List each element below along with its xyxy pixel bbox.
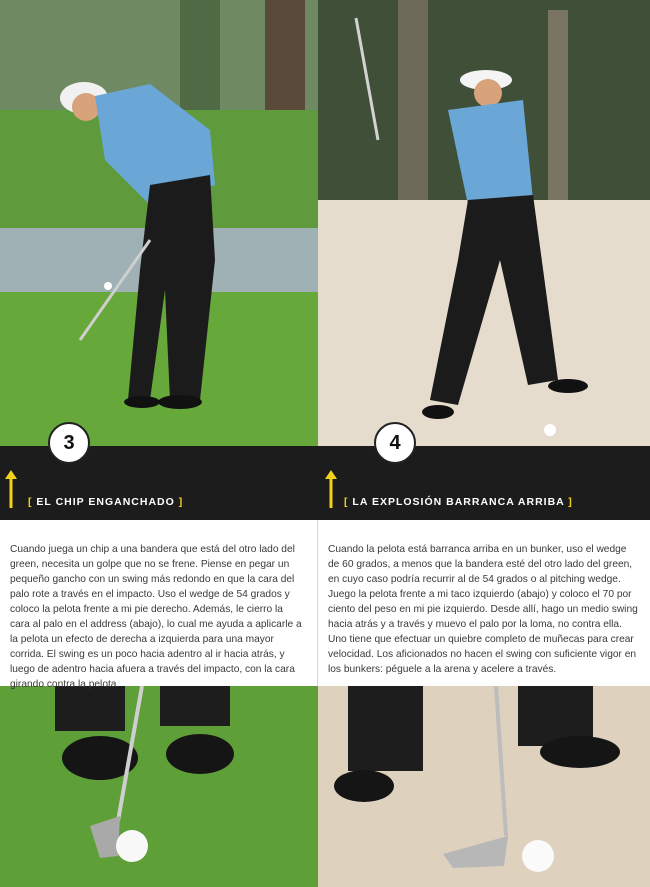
body-text-bunker: Cuando la pelota está barranca arriba en un bunker, uso el wedge de 60 grados, a menos que la bandera esté del otro lado del green, en cuyo caso podría recurrir al de 54 grados o al pitching wedge. Juego la pelota frente a mi taco izquierdo (abajo) y coloco el 70 por ciento del peso en mi pie izquierdo. Desde allí, hago un medio swing hacia atrás y a través y muevo el palo por la loma, no contra ella. Uno tiene que efectuar un quiebre completo de muñecas para crear velocidad. Los aficionados no hacen el swing con suficiente vigor en los bunkers: péguele a la arena y acelere a través. — [328, 544, 638, 675]
bracket-open: [ — [344, 496, 349, 508]
section-title — [28, 496, 183, 508]
section-title-text: EL CHIP ENGANCHADO — [36, 496, 175, 508]
bracket-close: ] — [568, 496, 573, 508]
chip-shot-photo — [0, 0, 318, 446]
bunker-shot-photo — [318, 0, 650, 446]
column-divider — [317, 520, 318, 686]
step-number-badge: 4 — [374, 422, 416, 464]
up-arrow-icon — [325, 470, 337, 508]
bracket-open: [ — [28, 496, 33, 508]
up-arrow-icon — [5, 470, 17, 508]
chip-address-photo — [0, 686, 318, 887]
section-title — [344, 496, 573, 508]
article-text-area — [0, 520, 650, 690]
body-text-chip: Cuando juega un chip a una bandera que está del otro lado del green, necesita un golpe que no se frene. Piense en pegar un pequeño gancho con un swing más redondo en que la cara del palo rote a través en el impacto. Uso el wedge de 54 grados y coloco la pelota frente a mi pie derecho. Además, le cierro la cara al palo en el address (abajo), lo cual me ayuda a aplicarle a la pelota un efecto de derecha a izquierda para una mayor corrida. El swing es un poco hacia adentro al ir hacia atrás, y luego de adentro hacia afuera a través del impacto, con la cara girando contra la pelota. — [10, 544, 302, 690]
section-title-text: LA EXPLOSIÓN BARRANCA ARRIBA — [352, 496, 565, 508]
step-number-badge: 3 — [48, 422, 90, 464]
bracket-close: ] — [178, 496, 184, 508]
bunker-address-photo — [318, 686, 650, 887]
